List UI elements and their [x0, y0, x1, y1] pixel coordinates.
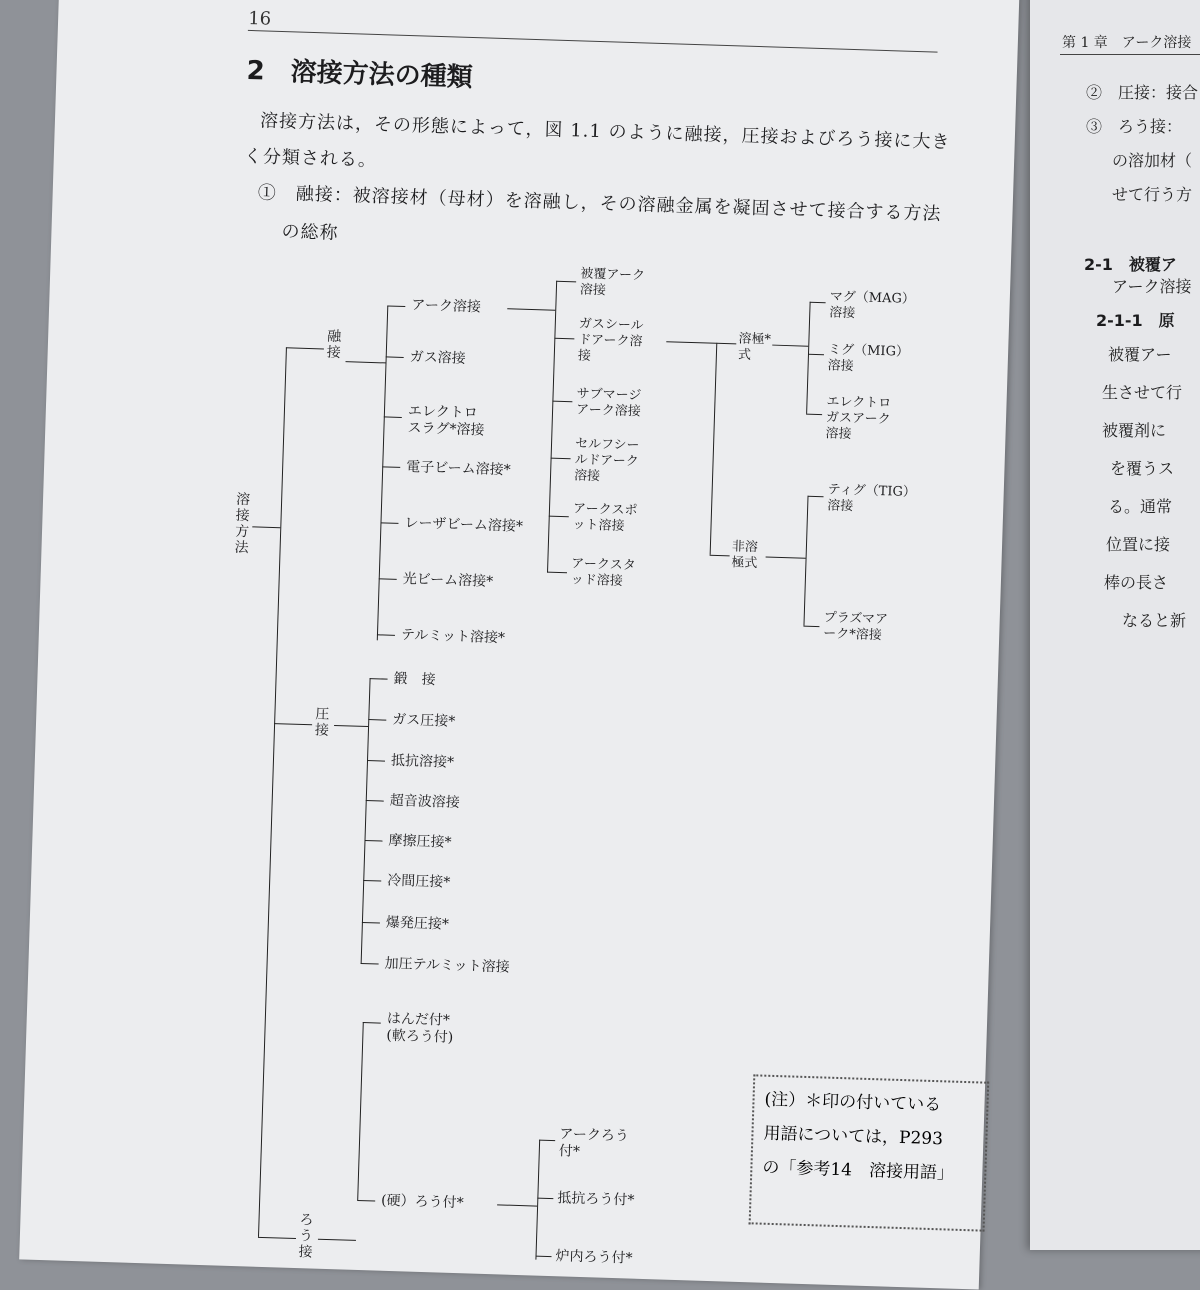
- fusion-gas-welding: ガス溶接: [409, 349, 466, 367]
- note-line-1: (注）＊印の付いている: [764, 1089, 942, 1116]
- running-head: 第 1 章 アーク溶接: [1062, 35, 1192, 51]
- consumable-mag: マグ（MAG） 溶接: [829, 289, 916, 322]
- fusion-arc-welding: アーク溶接: [411, 297, 482, 316]
- pressure-gas: ガス圧接*: [392, 711, 456, 730]
- page-number: 16: [247, 7, 272, 30]
- right-line-2: ③ ろう接：: [1086, 117, 1183, 136]
- group-fusion: 融接: [326, 328, 342, 362]
- left-page: [19, 0, 1019, 1290]
- right-line-8: 被覆アー: [1108, 345, 1172, 364]
- fusion-electron-beam: 電子ビーム溶接*: [405, 459, 511, 479]
- nonconsumable-plasma: プラズマア ーク*溶接: [822, 610, 889, 644]
- fusion-light-beam: 光ビーム溶接*: [402, 571, 494, 590]
- pressure-cold: 冷間圧接*: [386, 872, 451, 891]
- brazing-hard: (硬）ろう付*: [380, 1192, 464, 1212]
- right-line-10: 被覆剤に: [1102, 421, 1167, 440]
- fusion-electroslag: エレクトロ スラグ*溶接: [407, 403, 485, 439]
- right-subsubsection: 2-1-1 原: [1096, 311, 1175, 330]
- right-line-12: る。通常: [1108, 497, 1173, 516]
- electrode-consumable: 溶極* 式: [737, 331, 772, 363]
- right-line-11: を覆うス: [1110, 459, 1175, 478]
- paragraph-line-2: く分類される。: [243, 145, 378, 172]
- arc-covered: 被覆アーク 溶接: [579, 266, 646, 299]
- hard-furnace: 炉内ろう付*: [555, 1248, 633, 1267]
- right-line-3: の溶加材（: [1112, 151, 1193, 170]
- note-line-3: の「参考14 溶接用語」: [762, 1157, 955, 1184]
- pressure-forge: 鍛 接: [393, 670, 436, 689]
- right-line-9: 生させて行: [1102, 383, 1183, 402]
- footnote-box: [749, 1074, 990, 1231]
- pressure-explosive: 爆発圧接*: [385, 914, 450, 933]
- right-line-14: 棒の長さ: [1104, 573, 1169, 592]
- hard-arc: アークろう 付*: [558, 1126, 630, 1160]
- fusion-thermit: テルミット溶接*: [400, 627, 506, 647]
- consumable-mig: ミグ（MIG） 溶接: [827, 342, 910, 375]
- group-brazing: ろう接: [298, 1212, 314, 1261]
- paragraph-line-3: ① 融接：被溶接材（母材）を溶融し，その溶融金属を凝固させて接合する方法: [257, 182, 942, 225]
- arc-submerged: サブマージ アーク溶接: [575, 386, 642, 420]
- right-subsection: 2-1 被覆ア: [1084, 255, 1177, 274]
- right-line-6: アーク溶接: [1112, 277, 1192, 296]
- right-page: [1030, 0, 1200, 1250]
- right-line-15: なると新: [1122, 611, 1187, 630]
- right-line-13: 位置に接: [1106, 535, 1171, 554]
- paragraph-line-4: の総称: [281, 221, 339, 244]
- arc-spot: アークスポ ット溶接: [572, 501, 638, 535]
- hard-resistance: 抵抗ろう付*: [557, 1190, 635, 1209]
- consumable-electrogas: エレクトロ ガスアーク 溶接: [825, 394, 892, 443]
- brazing-soft: はんだ付* (軟ろう付): [386, 1010, 454, 1046]
- header-rule: [248, 30, 938, 53]
- arc-self-shielded: セルフシー ルドアーク 溶接: [573, 436, 640, 485]
- right-line-4: せて行う方: [1112, 185, 1193, 204]
- nonconsumable-tig: ティグ（TIG） 溶接: [826, 482, 917, 515]
- diagram-root: 溶接方法: [234, 491, 251, 557]
- paragraph-line-1: 溶接方法は，その形態によって，図 1.1 のように融接，圧接およびろう接に大き: [259, 110, 951, 154]
- pressure-friction: 摩擦圧接*: [388, 832, 452, 851]
- note-line-2: 用語については，P293: [763, 1123, 944, 1150]
- group-pressure: 圧接: [314, 706, 330, 739]
- pressure-resistance: 抵抗溶接*: [390, 752, 455, 771]
- right-header-rule: [1060, 54, 1200, 55]
- section-title: 2 溶接方法の種類: [246, 55, 474, 94]
- arc-stud: アークスタ ッド溶接: [570, 556, 636, 589]
- arc-gas-shielded: ガスシール ドアーク溶 接: [577, 316, 644, 364]
- fusion-laser-beam: レーザビーム溶接*: [404, 515, 524, 535]
- pressure-ultrasonic: 超音波溶接: [389, 792, 460, 811]
- pressure-thermit: 加圧テルミット溶接: [384, 955, 510, 976]
- electrode-nonconsumable: 非溶 極式: [731, 539, 759, 572]
- right-line-1: ② 圧接：接合: [1086, 83, 1199, 102]
